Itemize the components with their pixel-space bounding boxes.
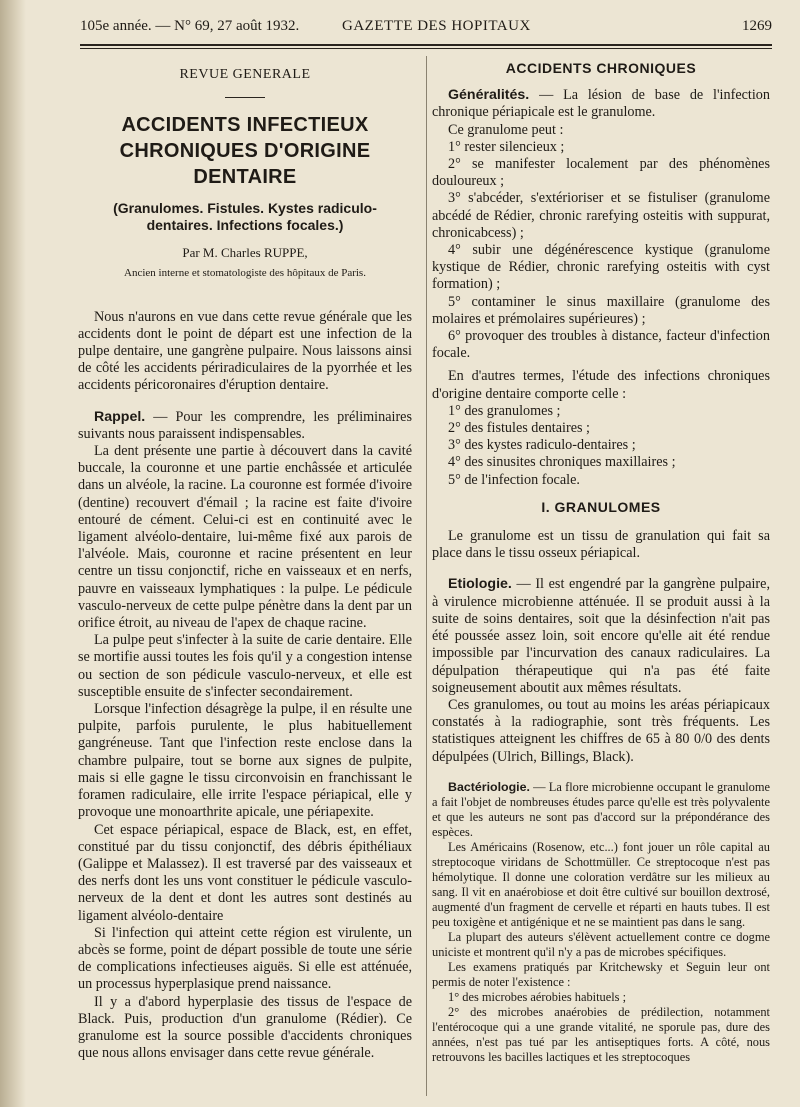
- author-byline: Par M. Charles RUPPE,: [182, 245, 308, 261]
- rappel-paragraph: [78, 409, 412, 443]
- rappel-text: — Pour les comprendre, les préliminaires suivants nous paraissent indispensables.: [78, 408, 412, 442]
- body-paragraph: Il y a d'abord hyperplasie des tissus de l'espace de Black. Puis, production d'un granulome (Rédier). Ce granulome est la source possible d'accidents chroniques que nous allons envisager dans cette revue générale.: [78, 993, 412, 1062]
- body-paragraph: La pulpe peut s'infecter à la suite de carie dentaire. Elle se mortifie aussi toutes les fois qu'il y a congestion intense ou section de son pédicule vasculo-nerveux, et elle est susceptible ensuite de s'infecter secondairement.: [78, 632, 412, 700]
- page-spine-shadow: [0, 0, 26, 1107]
- etiologie-text: — Il est engendré par la gangrène pulpaire, à virulence microbienne atténuée. Il se produit aussi à la suite de soins dentaires, soit que la désinfection n'ait pas été poussée assez loin, soit encore qu'elle ait été rendue impossible par l'incurvation des canaux radiculaires. La dépulpation thérapeutique qui n'a pas été faite soigneusement aboutit aux mêmes résultats.: [432, 576, 770, 696]
- right-column: [432, 56, 770, 1065]
- article-subtitle: (Granulomes. Fistules. Kystes radiculo-dentaires. Infections focales.): [113, 200, 377, 234]
- header-journal-name: GAZETTE DES HOPITAUX: [342, 18, 531, 34]
- left-column: [78, 56, 412, 1062]
- running-header: [80, 18, 772, 42]
- body-paragraph: Les Américains (Rosenow, etc...) font jouer un rôle capital au streptocoque viridans de Schottmüller. Ce streptocoque n'est pas hémolytique. Il donne une coloration verdâtre sur les milieux au sang. Il vit en anaérobiose et doit être cultivé sur bouillon dextrosé, augmenté d'un fragment de cervelle et réparti en hauts tubes. Il est peu toxigène et antigénique et ne se maintient pas dans le sang.: [432, 839, 770, 929]
- list-item: 2° des microbes anaérobies de prédilection, notamment l'entérocoque qui a une grande vitalité, ne sporule pas, dure des années, n'est pas tué par les antiseptiques forts. A côté, nous retrouvons les bacilles lactiques et les streptocoques: [432, 1004, 770, 1064]
- granulome-peut: Ce granulome peut :: [448, 121, 564, 138]
- header-rule-thin: [80, 48, 772, 49]
- granulome-definition: Le granulome est un tissu de granulation qui fait sa place dans le tissu osseux périapical.: [432, 528, 770, 562]
- spacer: [432, 562, 770, 576]
- intro-paragraph: Nous n'aurons en vue dans cette revue générale que les accidents dont le point de départ est une infection de la pulpe dentaire, une gangrène pulpaire. Nous laissons ainsi de côté les accidents périradiculaires de la pyorrhée et les accidents péricoronaires d'éruption dentaire.: [78, 308, 412, 394]
- en-autres-paragraph: En d'autres termes, l'étude des infections chroniques d'origine dentaire comporte celle :: [432, 368, 770, 402]
- list-item: 3° des kystes radiculo-dentaires ;: [448, 437, 636, 454]
- article-title: ACCIDENTS INFECTIEUX CHRONIQUES D'ORIGINE DENTAIRE: [119, 114, 371, 189]
- column-divider: [426, 56, 427, 1096]
- list-item: 3° s'abcéder, s'extérioriser et se fistuliser (granulome abcédé de Rédier, chronic rarefying osteitis with suppurat, chronicabcess) ;: [432, 190, 770, 241]
- section-label: REVUE GENERALE: [179, 67, 311, 82]
- generalites-heading: Généralités.: [448, 87, 530, 104]
- list-item: 1° rester silencieux ;: [448, 138, 565, 155]
- spacer: [78, 395, 412, 409]
- header-issue-info: 105e année. — N° 69, 27 août 1932.: [80, 18, 300, 34]
- author-affiliation: Ancien interne et stomatologiste des hôpitaux de Paris.: [124, 267, 366, 280]
- bacteriologie-paragraph: [432, 780, 770, 840]
- body-paragraph: La dent présente une partie à découvert dans la cavité buccale, la couronne et une partie enchâssée et articulée dans un alvéole, la racine. La couronne est formée d'ivoire (dentine) recouvert d'émail ; la racine est faite d'ivoire entouré de cément. Celui-ci est en continuité avec le ligament alvéolo-dentaire, lui-même fixé aux parois de l'alvéole. Mais, couronne et racine présentent en leur centre un tissu conjonctif, riche en vaisseaux et en nerfs, pauvre en vaisseaux lymphatiques : la pulpe. Le pédicule vasculo-nerveux de cette pulpe pénètre dans la dent par un orifice étroit, au niveau de l'apex de chaque racine.: [78, 443, 412, 632]
- header-rule: [80, 44, 772, 46]
- etiologie-heading: Etiologie.: [448, 576, 512, 593]
- spacer: [432, 766, 770, 780]
- list-item: 6° provoquer des troubles à distance, facteur d'infection focale.: [432, 328, 770, 362]
- header-page-number: 1269: [742, 18, 772, 34]
- list-item: 5° contaminer le sinus maxillaire (granulome des molaires et prémolaires supérieures) ;: [432, 293, 770, 327]
- bacteriologie-heading: Bactériologie.: [448, 779, 530, 794]
- title-divider: [225, 97, 265, 98]
- section-heading-granulomes: I. GRANULOMES: [541, 498, 661, 515]
- generalites-text: — La lésion de base de l'infection chronique périapicale est le granulome.: [432, 87, 770, 121]
- bacteriologie-text: — La flore microbienne occupant le granulome a fait l'objet de nombreuses études parce qu'elle est très polyvalente et que les auteurs ne sont pas d'accord sur la prépondérance des espèces.: [432, 779, 770, 839]
- list-item: 4° des sinusites chroniques maxillaires ;: [448, 454, 676, 471]
- list-item: 1° des microbes aérobies habituels ;: [448, 989, 627, 1004]
- body-paragraph: Si l'infection qui atteint cette région est virulente, un abcès se forme, point de départ possible de toute une série de complications infectieuses aiguës. Si elle est atténuée, un processus hyperplasique prend naissance.: [78, 924, 412, 993]
- body-paragraph: Lorsque l'infection désagrège la pulpe, il en résulte une pulpite, parfois purulente, le plus habituellement gangréneuse. Tant que l'infection reste enclose dans la chambre pulpaire, tout se borne aux signes de pulpite, mais si elle gagne le tissu circonvoisin en franchissant le foramen radiculaire, elle irrite l'espace périapical, elle y provoque une monoarthrite apicale, une périapexite.: [78, 701, 412, 821]
- bacteriologie-block: [432, 780, 770, 1065]
- granulomes-frequency: Ces granulomes, ou tout au moins les aréas périapicaux constatés à la radiographie, sont très fréquents. Les statistiques atteignent les chiffres de 65 à 80 0/0 des dents dépulpées (Ulrich, Billings, Black).: [432, 696, 770, 765]
- list-item: 4° subir une dégénérescence kystique (granulome kystique de Rédier, chronic rarefying osteitis with cyst formation) ;: [432, 242, 770, 293]
- section-title-chroniques: ACCIDENTS CHRONIQUES: [505, 60, 697, 76]
- body-paragraph: La plupart des auteurs s'élèvent actuellement contre ce dogme uniciste et montrent qu'il n'y a pas de microbes spécifiques.: [432, 929, 770, 959]
- body-paragraph: Cet espace périapical, espace de Black, est, en effet, constitué par du tissu conjonctif, des débris épithéliaux (Galippe et Malassez). Il est traversé par des vaisseaux et des nerfs dont les uns vont constituer le pédicule vasculo-nerveux de la dent et dont les autres sont destinés au ligament alvéolo-dentaire: [78, 821, 412, 924]
- body-paragraph: Les examens pratiqués par Kritchewsky et Seguin leur ont permis de noter l'existence :: [432, 959, 770, 989]
- list-item: 2° se manifester localement par des phénomènes douloureux ;: [432, 156, 770, 190]
- generalites-paragraph: [432, 87, 770, 121]
- list-item: 1° des granulomes ;: [448, 402, 561, 419]
- list-item: 2° des fistules dentaires ;: [448, 420, 590, 437]
- rappel-heading: Rappel.: [94, 408, 146, 425]
- etiologie-paragraph: [432, 576, 770, 696]
- list-item: 5° de l'infection focale.: [448, 471, 580, 488]
